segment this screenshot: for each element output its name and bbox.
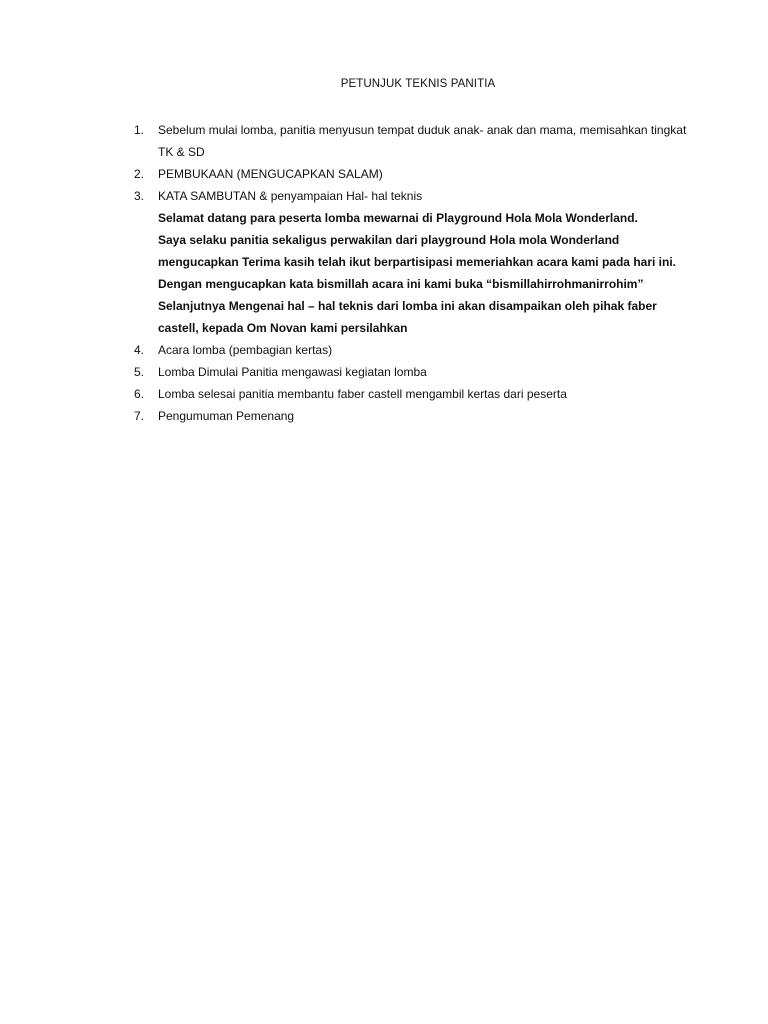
list-item-text: Pengumuman Pemenang xyxy=(158,409,295,423)
instruction-list xyxy=(131,119,691,427)
list-item-text: Acara lomba (pembagian kertas) xyxy=(158,343,333,357)
list-item-number: 6. xyxy=(134,387,145,401)
list-item-number: 7. xyxy=(134,409,145,423)
list-item-number: 4. xyxy=(134,343,145,357)
list-item-body xyxy=(158,405,691,427)
list-item-number: 3. xyxy=(134,189,145,203)
document-title: PETUNJUK TEKNIS PANITIA xyxy=(340,78,496,90)
list-item-body xyxy=(158,339,691,361)
list-item-text: Lomba Dimulai Panitia mengawasi kegiatan lomba xyxy=(158,365,427,379)
list-item-5 xyxy=(131,361,691,383)
speech-line-thanks: Saya selaku panitia sekaligus perwakilan dari playground Hola mola Wonderland mengucapkan Terima kasih telah ikut berpartisipasi memeriahkan acara kami pada hari ini. xyxy=(158,233,676,269)
list-item-2 xyxy=(131,163,691,185)
list-item-number: 2. xyxy=(134,167,145,181)
list-item-number: 5. xyxy=(134,365,145,379)
list-item-body xyxy=(158,383,691,405)
list-item-text: KATA SAMBUTAN & penyampaian Hal- hal teknis xyxy=(158,189,423,203)
speech-line-handover: Selanjutnya Mengenai hal – hal teknis dari lomba ini akan disampaikan oleh pihak faber castell, kepada Om Novan kami persilahkan xyxy=(158,299,657,335)
list-item-body xyxy=(158,119,691,163)
speech-line-opening: Dengan mengucapkan kata bismillah acara ini kami buka “bismillahirrohmanirrohim” xyxy=(158,277,644,291)
list-item-number: 1. xyxy=(134,123,145,137)
list-item-body xyxy=(158,361,691,383)
list-item-3 xyxy=(131,185,691,339)
list-item-text: PEMBUKAAN (MENGUCAPKAN SALAM) xyxy=(158,167,383,181)
list-item-4 xyxy=(131,339,691,361)
list-item-6 xyxy=(131,383,691,405)
list-item-text: Sebelum mulai lomba, panitia menyusun tempat duduk anak- anak dan mama, memisahkan tingkat TK & SD xyxy=(158,123,687,159)
speech-line-welcome: Selamat datang para peserta lomba mewarnai di Playground Hola Mola Wonderland. xyxy=(158,211,638,225)
list-item-7 xyxy=(131,405,691,427)
list-item-1 xyxy=(131,119,691,163)
list-item-text: Lomba selesai panitia membantu faber castell mengambil kertas dari peserta xyxy=(158,387,567,401)
list-item-body xyxy=(158,163,691,185)
list-item-body xyxy=(158,185,691,339)
